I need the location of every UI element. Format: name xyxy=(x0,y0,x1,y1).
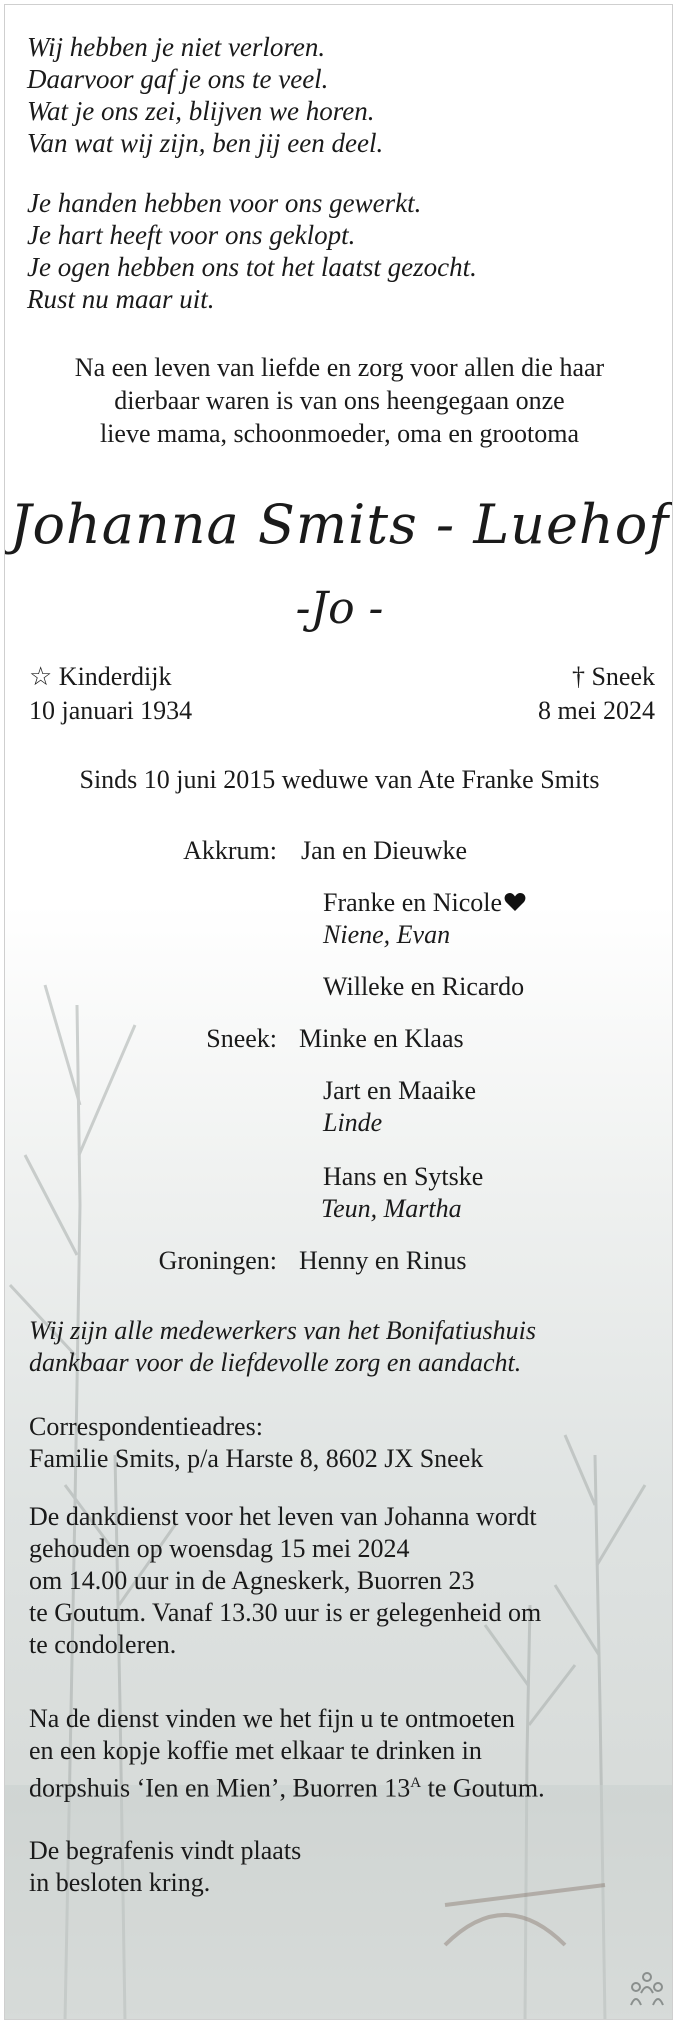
family-hans-kids: Teun, Martha xyxy=(321,1194,462,1223)
after-service-text xyxy=(29,1703,545,1805)
family-franke-text: Franke en Nicole xyxy=(323,888,503,917)
after-line xyxy=(29,1767,545,1805)
thanks-line: Wij zijn alle medewerkers van het Bonifatiushuis xyxy=(29,1316,536,1345)
people-logo-icon xyxy=(627,1971,667,2007)
widow-line: Sinds 10 juni 2015 weduwe van Ate Franke Smits xyxy=(79,765,600,794)
poem-line: Daarvoor gaf je ons te veel. xyxy=(27,64,329,94)
groningen-main: Henny en Rinus xyxy=(299,1246,467,1275)
heart-icon xyxy=(504,892,526,912)
family-franke xyxy=(323,887,526,919)
obituary-card xyxy=(4,4,673,2020)
family-franke-kids: Niene, Evan xyxy=(323,920,451,949)
deceased-name: Johanna Smits - Luehof xyxy=(9,493,670,556)
after-line-3-superscript: A xyxy=(410,1775,422,1791)
birth-date: 10 januari 1934 xyxy=(29,696,193,725)
family-jart-kids: Linde xyxy=(323,1108,383,1137)
after-line-3-end: te Goutum. xyxy=(421,1773,545,1803)
poem-line: Rust nu maar uit. xyxy=(27,284,215,314)
after-line-3-text: dorpshuis ‘Ien en Mien’, Buorren 13 xyxy=(29,1773,411,1803)
akkrum-label: Akkrum: xyxy=(183,836,277,865)
service-text xyxy=(29,1501,541,1661)
burial-line: De begrafenis vindt plaats xyxy=(29,1836,302,1865)
after-line: en een kopje koffie met elkaar te drinken in xyxy=(29,1736,482,1765)
poem-line: Je ogen hebben ons tot het laatst gezocht. xyxy=(27,252,477,282)
poem-line: Je handen hebben voor ons gewerkt. xyxy=(27,188,422,218)
service-line: te Goutum. Vanaf 13.30 uur is er gelegenheid om xyxy=(29,1598,542,1627)
family-hans: Hans en Sytske xyxy=(323,1162,484,1191)
correspondence xyxy=(29,1411,483,1475)
sneek-main: Minke en Klaas xyxy=(299,1024,464,1053)
correspondence-address: Familie Smits, p/a Harste 8, 8602 JX Sneek xyxy=(29,1444,484,1473)
after-line: Na de dienst vinden we het fijn u te ontmoeten xyxy=(29,1704,515,1733)
akkrum-main: Jan en Dieuwke xyxy=(301,836,468,865)
family-willeke: Willeke en Ricardo xyxy=(323,972,525,1001)
service-line: gehouden op woensdag 15 mei 2024 xyxy=(29,1534,410,1563)
groningen-label: Groningen: xyxy=(158,1246,277,1275)
death-place: † Sneek xyxy=(571,662,655,691)
intro-line: Na een leven van liefde en zorg voor allen die haar xyxy=(74,353,605,382)
deceased-nickname: -Jo - xyxy=(295,583,384,634)
thanks-line: dankbaar voor de liefdevolle zorg en aandacht. xyxy=(29,1348,522,1377)
service-line: om 14.00 uur in de Agneskerk, Buorren 23 xyxy=(29,1566,475,1595)
poem-line: Wat je ons zei, blijven we horen. xyxy=(27,96,375,126)
birth-place: ☆ Kinderdijk xyxy=(29,662,172,691)
burial-text xyxy=(29,1835,301,1899)
death-date: 8 mei 2024 xyxy=(538,696,655,725)
poem-stanza-2 xyxy=(27,187,477,315)
intro-line: dierbaar waren is van ons heengegaan onze xyxy=(114,386,565,415)
poem-line: Je hart heeft voor ons geklopt. xyxy=(27,220,356,250)
family-jart: Jart en Maaike xyxy=(323,1076,477,1105)
service-line: te condoleren. xyxy=(29,1630,177,1659)
thanks-text xyxy=(29,1315,536,1379)
poem-line: Van wat wij zijn, ben jij een deel. xyxy=(27,128,384,158)
correspondence-label: Correspondentieadres: xyxy=(29,1412,263,1441)
intro-text xyxy=(5,351,673,450)
burial-line: in besloten kring. xyxy=(29,1868,211,1897)
intro-line: lieve mama, schoonmoeder, oma en grootoma xyxy=(99,419,580,448)
poem-line: Wij hebben je niet verloren. xyxy=(27,32,326,62)
poem-stanza-1 xyxy=(27,31,383,159)
sneek-label: Sneek: xyxy=(206,1024,277,1053)
service-line: De dankdienst voor het leven van Johanna wordt xyxy=(29,1502,537,1531)
